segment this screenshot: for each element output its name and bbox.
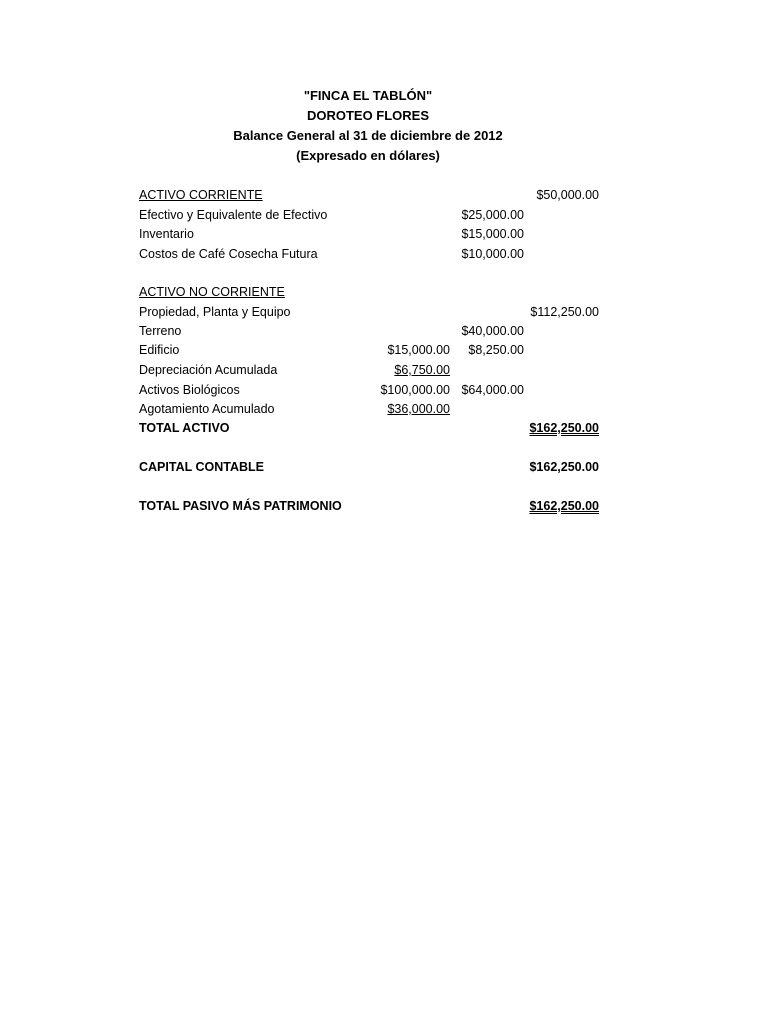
current-assets-heading: ACTIVO CORRIENTE — [139, 188, 263, 202]
depreciation-label: Depreciación Acumulada — [139, 363, 278, 377]
report-title: Balance General al 31 de diciembre de 2012 — [233, 128, 503, 143]
company-name: "FINCA EL TABLÓN" — [303, 88, 433, 103]
line-item-label: Efectivo y Equivalente de Efectivo — [139, 208, 328, 222]
current-assets-heading-row — [0, 185, 768, 205]
equity-amount: $162,250.00 — [529, 460, 599, 474]
building-net: $8,250.00 — [468, 343, 524, 357]
depreciation-amount: $6,750.00 — [394, 363, 450, 377]
depletion-label: Agotamiento Acumulado — [139, 402, 275, 416]
equity-row — [0, 457, 768, 477]
line-item-row — [0, 205, 768, 225]
bio-assets-label: Activos Biológicos — [139, 383, 240, 397]
current-assets-total: $50,000.00 — [536, 188, 599, 202]
bio-assets-gross: $100,000.00 — [380, 383, 450, 397]
land-row — [0, 321, 768, 341]
report-subtitle: (Expresado en dólares) — [296, 148, 440, 163]
total-assets-amount: $162,250.00 — [529, 421, 599, 435]
bio-assets-row — [0, 380, 768, 400]
line-item-amount: $15,000.00 — [461, 227, 524, 241]
land-label: Terreno — [139, 324, 182, 338]
line-item-row — [0, 224, 768, 244]
noncurrent-assets-heading: ACTIVO NO CORRIENTE — [139, 285, 285, 299]
line-item-amount: $10,000.00 — [461, 247, 524, 261]
line-item-label: Inventario — [139, 227, 194, 241]
depletion-row — [0, 399, 768, 419]
liabilities-equity-label: TOTAL PASIVO MÁS PATRIMONIO — [139, 499, 342, 513]
total-assets-label: TOTAL ACTIVO — [139, 421, 230, 435]
building-row — [0, 340, 768, 360]
liabilities-equity-row — [0, 496, 768, 516]
owner-name: DOROTEO FLORES — [306, 108, 430, 123]
report-header — [168, 86, 568, 166]
line-item-amount: $25,000.00 — [461, 208, 524, 222]
noncurrent-assets-heading-row — [0, 282, 768, 302]
land-amount: $40,000.00 — [461, 324, 524, 338]
line-item-row — [0, 244, 768, 264]
ppe-row — [0, 302, 768, 322]
depreciation-row — [0, 360, 768, 380]
building-gross: $15,000.00 — [387, 343, 450, 357]
depletion-amount: $36,000.00 — [387, 402, 450, 416]
line-item-label: Costos de Café Cosecha Futura — [139, 247, 318, 261]
bio-assets-net: $64,000.00 — [461, 383, 524, 397]
ppe-label: Propiedad, Planta y Equipo — [139, 305, 291, 319]
building-label: Edificio — [139, 343, 180, 357]
ppe-total: $112,250.00 — [530, 305, 599, 319]
liabilities-equity-amount: $162,250.00 — [529, 499, 599, 513]
total-assets-row — [0, 418, 768, 438]
equity-label: CAPITAL CONTABLE — [139, 460, 264, 474]
